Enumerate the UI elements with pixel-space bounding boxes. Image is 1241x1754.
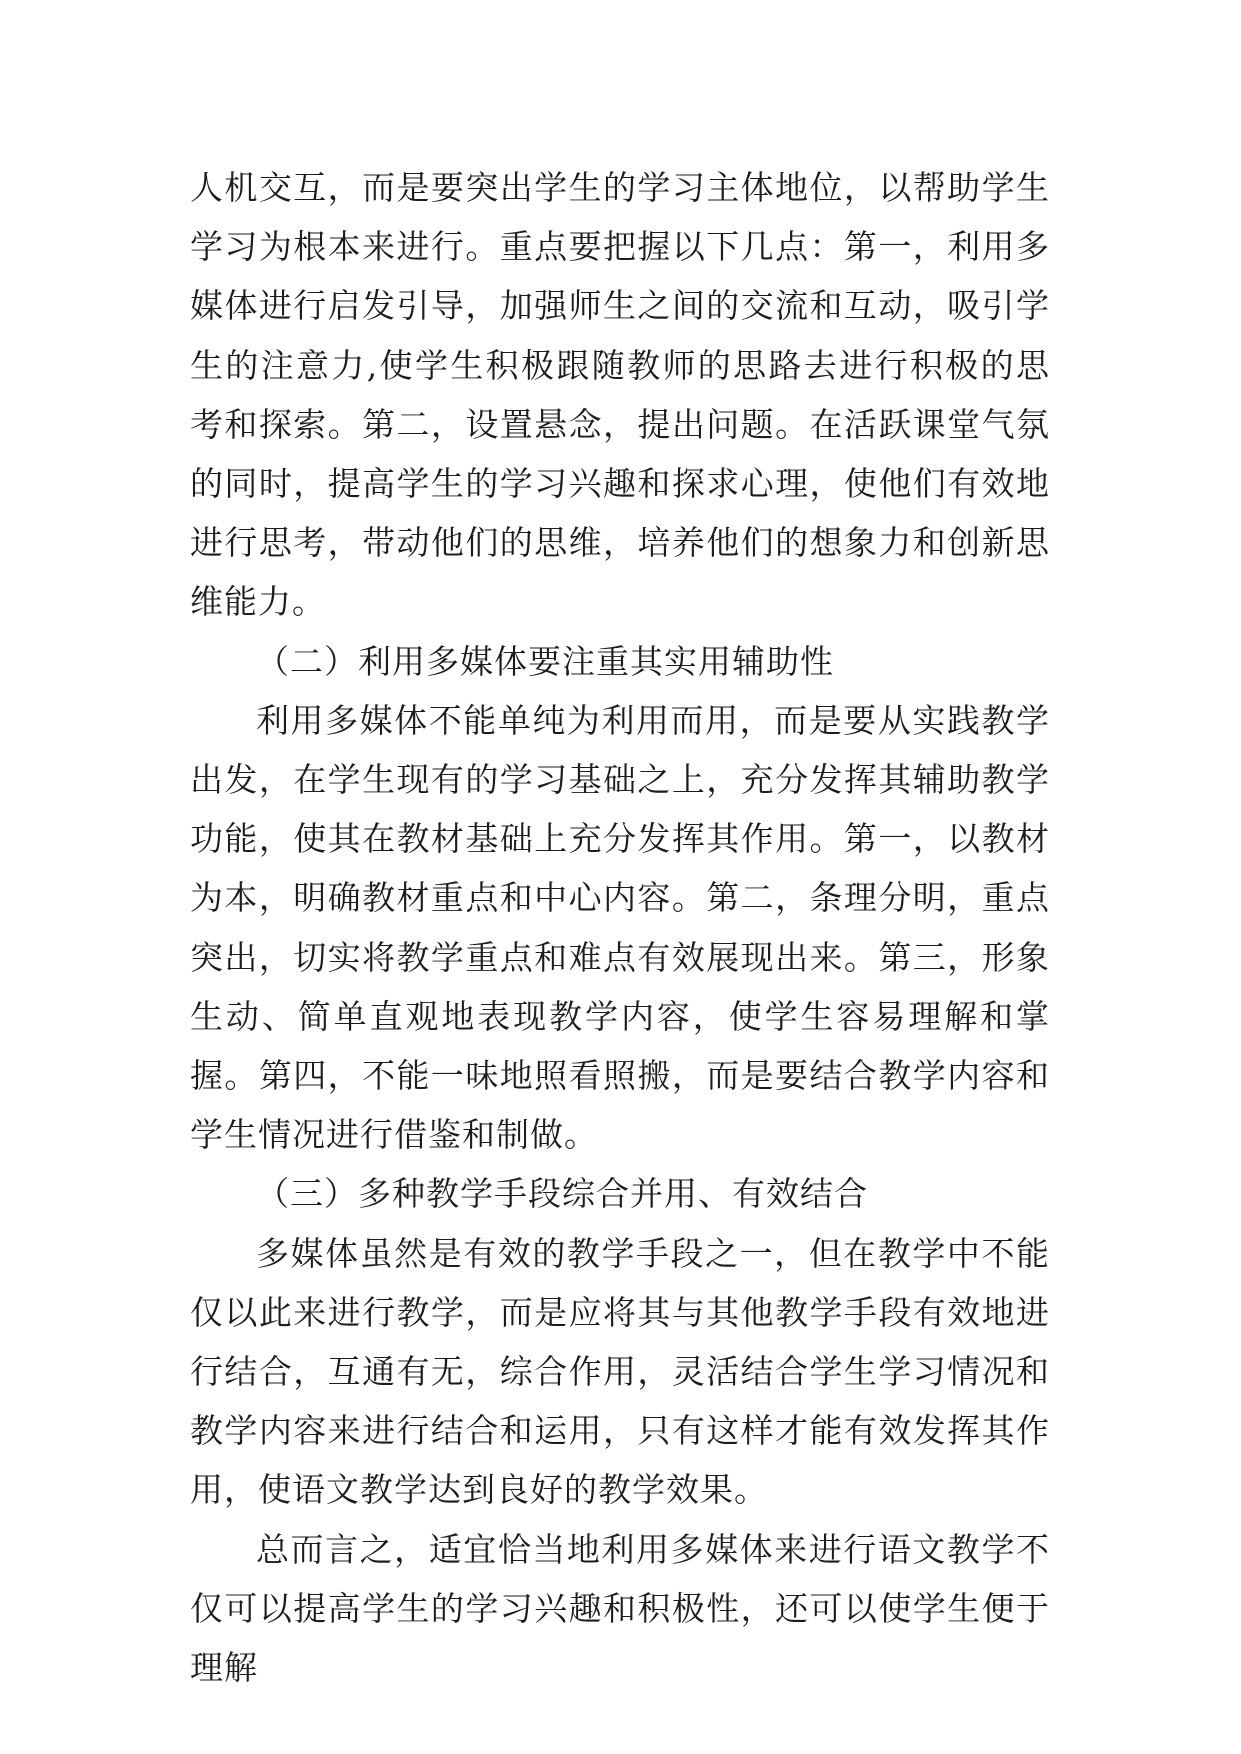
paragraph-conclusion: 总而言之，适宜恰当地利用多媒体来进行语文教学不仅可以提高学生的学习兴趣和积极性，还可以使学生便于理解 — [190, 1529, 1050, 1688]
paragraph-continuation: 人机交互，而是要突出学生的学习主体地位，以帮助学生学习为根本来进行。重点要把握以下几点：第一，利用多媒体进行启发引导，加强师生之间的交流和互动，吸引学生的注意力,使学生积极跟随教师的思路去进行积极的思考和探索。第二，设置悬念，提出问题。在活跃课堂气氛的同时，提高学生的学习兴趣和探求心理，使他们有效地进行思考，带动他们的思维，培养他们的想象力和创新思维能力。 — [190, 168, 1050, 622]
paragraph-body: 利用多媒体不能单纯为利用而用，而是要从实践教学出发，在学生现有的学习基础之上，充分发挥其辅助教学功能，使其在教材基础上充分发挥其作用。第一，以教材为本，明确教材重点和中心内容。第二，条理分明，重点突出，切实将教学重点和难点有效展现出来。第三，形象生动、简单直观地表现教学内容，使学生容易理解和掌握。第四，不能一味地照看照搬，而是要结合教学内容和学生情况进行借鉴和制做。 — [190, 700, 1050, 1155]
paragraph-body: 多媒体虽然是有效的教学手段之一，但在教学中不能仅以此来进行教学，而是应将其与其他教学手段有效地进行结合，互通有无，综合作用，灵活结合学生学习情况和教学内容来进行结合和运用，只有这样才能有效发挥其作用，使语文教学达到良好的教学效果。 — [190, 1233, 1050, 1510]
section-heading-3: （三）多种教学手段综合并用、有效结合 — [256, 1174, 868, 1214]
section-heading-2: （二）利用多媒体要注重其实用辅助性 — [256, 641, 834, 681]
document-body — [190, 158, 1050, 1697]
